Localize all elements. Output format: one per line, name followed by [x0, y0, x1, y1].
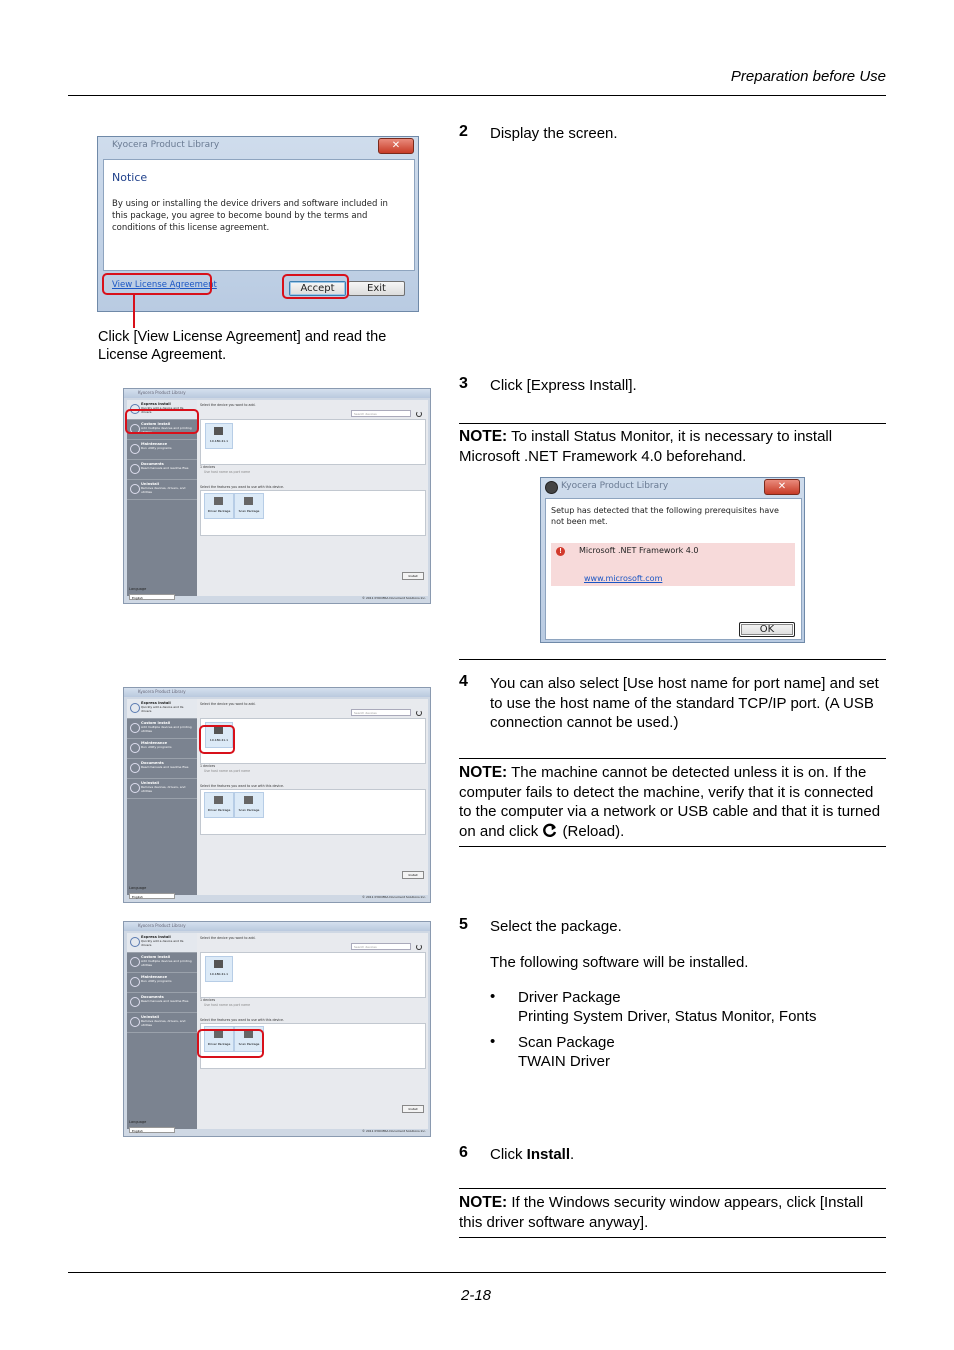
step-subtext: The following software will be installed.	[490, 954, 749, 971]
printer-icon	[214, 427, 223, 435]
maintenance-icon	[130, 743, 140, 753]
driver-package-tile[interactable]: Driver Package	[204, 493, 234, 519]
select-features-label: Select the features you want to use with this device.	[200, 784, 284, 788]
note-text: The machine cannot be detected unless it is on. If the computer fails to detect the machine, verify that it is connected to the computer via a network or USB cable and that it is turned on and click	[459, 764, 881, 840]
close-button[interactable]: ✕	[378, 138, 414, 154]
notice-body: By using or installing the device drivers and software included in this package, you agree to become bound by the terms and conditions of this license agreement.	[112, 199, 388, 233]
express-icon	[130, 703, 140, 713]
dialog-titlebar	[98, 137, 418, 155]
note-rule	[459, 1237, 886, 1238]
select-features-label: Select the features you want to use with this device.	[200, 485, 284, 489]
step-text: Click [Express Install].	[490, 377, 637, 394]
bullet-title: Scan Package	[518, 1034, 615, 1051]
copyright: © 2011 KYOCERA Document Solutions Inc.	[361, 596, 426, 600]
custom-icon	[130, 957, 140, 967]
bullet-detail: Printing System Driver, Status Monitor, Fonts	[518, 1008, 817, 1025]
custom-icon	[130, 723, 140, 733]
sidebar-item-maintenance[interactable]: Maintenance Run utility programs	[127, 440, 197, 460]
app-title: Kyocera Product Library	[138, 923, 186, 928]
host-name-option[interactable]: Use host name as port name	[204, 1003, 251, 1007]
app-screenshot-device	[123, 687, 431, 903]
note-rule	[459, 758, 886, 759]
device-panel	[200, 952, 426, 998]
sidebar-item-documents[interactable]: Documents Read manuals and readme files	[127, 993, 197, 1013]
app-title: Kyocera Product Library	[138, 689, 186, 694]
sidebar-item-documents[interactable]: Documents Read manuals and readme files	[127, 759, 197, 779]
documents-icon	[130, 464, 140, 474]
note-label: NOTE:	[459, 428, 508, 445]
section-rule	[459, 659, 886, 660]
step-text-bold: Install	[526, 1146, 571, 1163]
step-number: 3	[459, 375, 468, 392]
language-label: Language	[129, 886, 147, 890]
device-tile[interactable]: 10.180.41.1	[205, 956, 233, 982]
uninstall-icon	[130, 484, 140, 494]
step-number: 2	[459, 123, 468, 140]
step-text: Display the screen.	[490, 125, 618, 142]
driver-package-icon	[214, 796, 223, 804]
callout-text: Click [View License Agreement] and read the License Agreement.	[98, 329, 387, 363]
bullet-title: Driver Package	[518, 989, 621, 1006]
section-header: Preparation before Use	[730, 68, 886, 85]
devices-count: 1 devices	[200, 998, 216, 1002]
scan-package-icon	[244, 796, 253, 804]
app-sidebar	[127, 933, 197, 1129]
driver-package-tile[interactable]: Driver Package	[204, 792, 234, 818]
uninstall-icon	[130, 783, 140, 793]
app-title: Kyocera Product Library	[138, 390, 186, 395]
ok-button[interactable]: OK	[739, 622, 795, 637]
view-license-link[interactable]: View License Agreement	[112, 280, 217, 290]
bullet-mark: •	[490, 1033, 496, 1050]
printer-icon	[214, 960, 223, 968]
reload-icon	[542, 823, 558, 838]
uninstall-icon	[130, 1017, 140, 1027]
scan-package-tile[interactable]: Scan Package	[234, 1026, 264, 1052]
select-device-label: Select the device you want to add.	[200, 936, 256, 940]
sidebar-item-uninstall[interactable]: Uninstall Remove devices, drivers, and utilities	[127, 480, 197, 500]
language-select[interactable]: English	[129, 1127, 175, 1133]
prereq-dialog	[540, 477, 805, 643]
sidebar-item-custom[interactable]: Custom Install Add multiple devices and printing utilities	[127, 420, 197, 440]
dialog-titlebar	[541, 478, 804, 496]
footer-rule	[68, 1272, 886, 1273]
step-number: 4	[459, 673, 468, 690]
header-rule	[68, 95, 886, 96]
copyright: © 2011 KYOCERA Document Solutions Inc.	[361, 895, 426, 899]
language-label: Language	[129, 1120, 147, 1124]
search-input[interactable]: Search devices	[351, 943, 411, 950]
language-label: Language	[129, 587, 147, 591]
bullet-detail: TWAIN Driver	[518, 1053, 610, 1070]
scan-package-tile[interactable]: Scan Package	[234, 792, 264, 818]
sidebar-item-express[interactable]: Express Install Quickly add a device and its drivers	[127, 699, 197, 719]
callout-line	[133, 294, 135, 328]
feature-panel	[200, 789, 426, 835]
page-number: 2-18	[461, 1287, 492, 1304]
dialog-title: Kyocera Product Library	[561, 481, 669, 491]
sidebar-item-custom[interactable]: Custom Install Add multiple devices and printing utilities	[127, 953, 197, 973]
host-name-option[interactable]: Use host name as port name	[204, 769, 251, 773]
reload-icon[interactable]	[416, 411, 422, 417]
sidebar-item-express[interactable]: Express Install Quickly add a device and its drivers	[127, 400, 197, 420]
dialog-title: Kyocera Product Library	[112, 140, 220, 150]
device-tile[interactable]: 10.180.41.1	[205, 722, 233, 748]
install-button[interactable]: Install	[402, 572, 424, 580]
close-button[interactable]: ✕	[764, 479, 800, 495]
bullet-mark: •	[490, 988, 496, 1005]
accept-button[interactable]: Accept	[289, 281, 346, 296]
error-icon: !	[556, 547, 565, 556]
sidebar-item-custom[interactable]: Custom Install Add multiple devices and printing utilities	[127, 719, 197, 739]
exit-button[interactable]: Exit	[348, 281, 405, 296]
step-text-prefix: Click	[490, 1146, 527, 1163]
sidebar-item-maintenance[interactable]: Maintenance Run utility programs	[127, 739, 197, 759]
sidebar-item-uninstall[interactable]: Uninstall Remove devices, drivers, and utilities	[127, 1013, 197, 1033]
note-text: If the Windows security window appears, click [Install this driver software anyway].	[459, 1194, 864, 1231]
sidebar-item-uninstall[interactable]: Uninstall Remove devices, drivers, and utilities	[127, 779, 197, 799]
install-button[interactable]: Install	[402, 1105, 424, 1113]
note-text-after: (Reload).	[558, 822, 625, 840]
step-text: Select the package.	[490, 918, 622, 935]
install-button[interactable]: Install	[402, 871, 424, 879]
note-net-framework	[459, 427, 886, 466]
devices-count: 1 devices	[200, 764, 216, 768]
note-security	[459, 1193, 886, 1232]
reload-icon[interactable]	[416, 710, 422, 716]
app-screenshot-packages	[123, 921, 431, 1137]
language-select[interactable]: English	[129, 594, 175, 600]
copyright: © 2011 KYOCERA Document Solutions Inc.	[361, 1129, 426, 1133]
note-label: NOTE:	[459, 1194, 508, 1211]
documents-icon	[130, 997, 140, 1007]
step-text-suffix: .	[570, 1146, 575, 1163]
app-icon	[545, 481, 558, 494]
note-text: To install Status Monitor, it is necessary to install Microsoft .NET Framework 4.0 beforehand.	[459, 428, 833, 465]
device-tile[interactable]: 10.180.41.1	[205, 423, 233, 449]
search-input[interactable]: Search devices	[351, 709, 411, 716]
highlight-view-license	[102, 273, 212, 295]
scan-package-tile[interactable]: Scan Package	[234, 493, 264, 519]
driver-package-icon	[214, 497, 223, 505]
app-sidebar	[127, 699, 197, 895]
sidebar-item-documents[interactable]: Documents Read manuals and readme files	[127, 460, 197, 480]
scan-package-icon	[244, 497, 253, 505]
driver-package-tile[interactable]: Driver Package	[204, 1026, 234, 1052]
maintenance-icon	[130, 977, 140, 987]
prereq-message: Setup has detected that the following prerequisites have not been met.	[551, 506, 779, 526]
step-text	[490, 1145, 574, 1165]
maintenance-icon	[130, 444, 140, 454]
note-rule	[459, 1188, 886, 1189]
note-detection	[459, 763, 886, 841]
dialog-body	[545, 498, 802, 640]
step-text: You can also select [Use host name for port name] and set to use the host name of the standard TCP/IP port. (A USB connection cannot be used.)	[490, 675, 879, 731]
note-label: NOTE:	[459, 764, 508, 781]
step-number: 5	[459, 916, 468, 933]
note-rule	[459, 423, 886, 424]
highlight-packages	[197, 1029, 264, 1058]
highlight-accept	[282, 274, 349, 299]
devices-count: 1 devices	[200, 465, 216, 469]
highlight-device	[199, 725, 235, 754]
select-device-label: Select the device you want to add.	[200, 403, 256, 407]
feature-panel	[200, 490, 426, 536]
sidebar-item-maintenance[interactable]: Maintenance Run utility programs	[127, 973, 197, 993]
express-icon	[130, 937, 140, 947]
language-select[interactable]: English	[129, 893, 175, 899]
documents-icon	[130, 763, 140, 773]
select-features-label: Select the features you want to use with this device.	[200, 1018, 284, 1022]
search-input[interactable]: Search devices	[351, 410, 411, 417]
dialog-body	[103, 159, 415, 271]
sidebar-item-express[interactable]: Express Install Quickly add a device and its drivers	[127, 933, 197, 953]
device-panel	[200, 419, 426, 465]
host-name-option[interactable]: Use host name as port name	[204, 470, 251, 474]
microsoft-link[interactable]: www.microsoft.com	[584, 574, 663, 583]
reload-icon[interactable]	[416, 944, 422, 950]
select-device-label: Select the device you want to add.	[200, 702, 256, 706]
highlight-express-install	[125, 409, 199, 434]
step-number: 6	[459, 1144, 468, 1161]
prereq-item: Microsoft .NET Framework 4.0	[579, 546, 699, 555]
notice-heading: Notice	[112, 171, 148, 184]
note-rule	[459, 846, 886, 847]
app-main	[197, 400, 428, 596]
